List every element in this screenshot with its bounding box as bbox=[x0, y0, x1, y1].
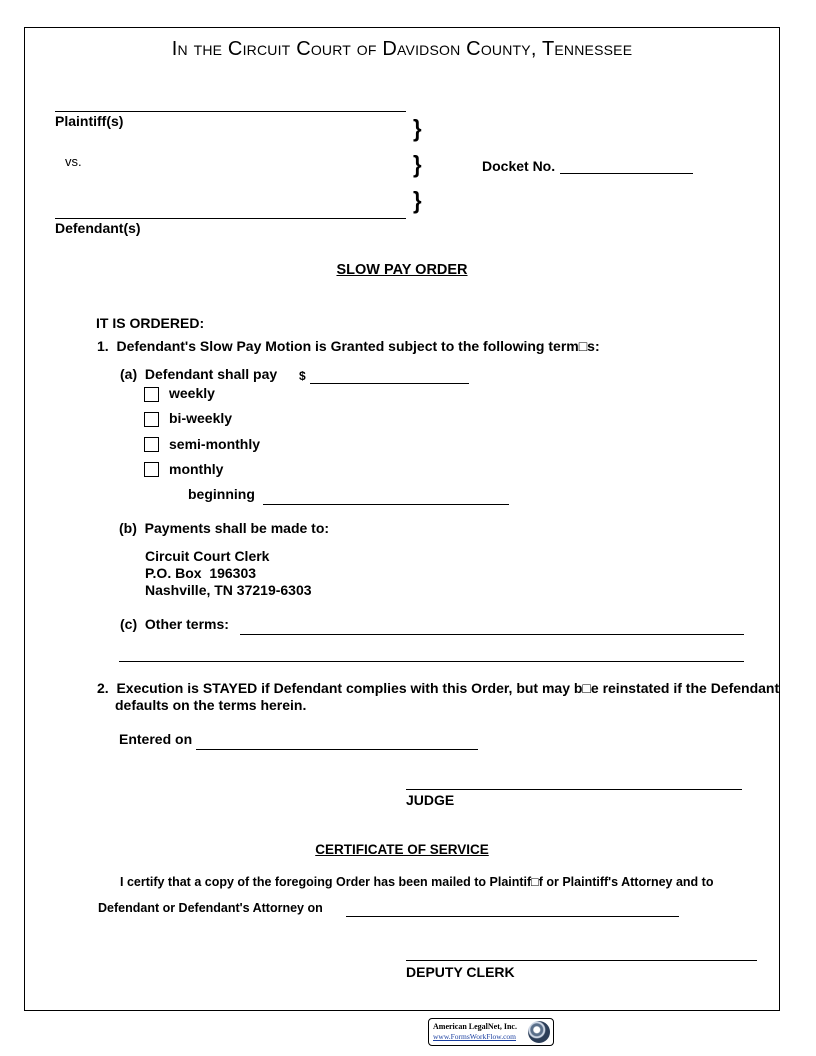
page-border bbox=[24, 27, 780, 1011]
judge-signature-line[interactable] bbox=[406, 789, 742, 790]
court-title: In the Circuit Court of Davidson County, Tennessee bbox=[171, 38, 633, 60]
certificate-title: CERTIFICATE OF SERVICE bbox=[315, 842, 489, 857]
freq-semi-monthly-label: semi-monthly bbox=[169, 436, 261, 452]
order-title: SLOW PAY ORDER bbox=[336, 262, 468, 278]
address-line-3: Nashville, TN 37219-6303 bbox=[145, 582, 312, 598]
checkbox-semi-monthly[interactable] bbox=[144, 437, 159, 452]
docket-number-line[interactable] bbox=[560, 173, 693, 174]
beginning-date-line[interactable] bbox=[263, 504, 509, 505]
freq-bi-weekly-label: bi-weekly bbox=[169, 410, 233, 426]
caption-brace-3: } bbox=[413, 186, 422, 215]
caption-brace-1: } bbox=[413, 114, 422, 143]
item-c-label: (c) Other terms: bbox=[120, 616, 229, 632]
checkbox-monthly[interactable] bbox=[144, 462, 159, 477]
item-a-label: (a) Defendant shall pay bbox=[120, 366, 278, 382]
deputy-clerk-label: DEPUTY CLERK bbox=[406, 964, 515, 980]
defendant-name-line[interactable] bbox=[55, 218, 406, 219]
footer-website[interactable]: www.FormsWorkFlow.com bbox=[433, 1032, 517, 1041]
item-b-label: (b) Payments shall be made to: bbox=[119, 520, 330, 536]
address-line-1: Circuit Court Clerk bbox=[145, 548, 270, 564]
freq-monthly-label: monthly bbox=[169, 461, 224, 477]
freq-weekly-label: weekly bbox=[169, 385, 215, 401]
vs-label: vs. bbox=[65, 154, 82, 169]
globe-icon bbox=[528, 1021, 550, 1043]
certificate-line-1: I certify that a copy of the foregoing Order has been mailed to Plaintif□f or Plaintiff's Attorney and to bbox=[120, 875, 714, 889]
ordered-heading: IT IS ORDERED: bbox=[96, 315, 205, 331]
entered-on-date-line[interactable] bbox=[196, 749, 478, 750]
certificate-line-2: Defendant or Defendant's Attorney on bbox=[98, 901, 323, 915]
checkbox-bi-weekly[interactable] bbox=[144, 412, 159, 427]
plaintiff-name-line[interactable] bbox=[55, 111, 406, 112]
other-terms-line-2[interactable] bbox=[119, 661, 744, 662]
defendant-label: Defendant(s) bbox=[55, 220, 141, 236]
service-date-line[interactable] bbox=[346, 916, 679, 917]
payment-amount-line[interactable] bbox=[310, 383, 469, 384]
order-item-1: 1. Defendant's Slow Pay Motion is Granted subject to the following term□s: bbox=[97, 338, 600, 354]
entered-on-label: Entered on bbox=[119, 731, 193, 747]
address-line-2: P.O. Box 196303 bbox=[145, 565, 257, 581]
footer-company: American LegalNet, Inc. bbox=[433, 1022, 517, 1031]
caption-brace-2: } bbox=[413, 150, 422, 179]
judge-label: JUDGE bbox=[406, 792, 455, 808]
checkbox-weekly[interactable] bbox=[144, 387, 159, 402]
plaintiff-label: Plaintiff(s) bbox=[55, 113, 124, 129]
deputy-clerk-signature-line[interactable] bbox=[406, 960, 757, 961]
dollar-sign: $ bbox=[299, 369, 306, 383]
order-item-2-line-2: defaults on the terms herein. bbox=[115, 697, 307, 713]
footer-logo[interactable] bbox=[428, 1018, 554, 1046]
other-terms-line-1[interactable] bbox=[240, 634, 744, 635]
docket-label: Docket No. bbox=[482, 158, 556, 174]
order-item-2-line-1: 2. Execution is STAYED if Defendant complies with this Order, but may b□e reinstated if the Defendant bbox=[97, 680, 780, 696]
beginning-label: beginning bbox=[188, 486, 255, 502]
